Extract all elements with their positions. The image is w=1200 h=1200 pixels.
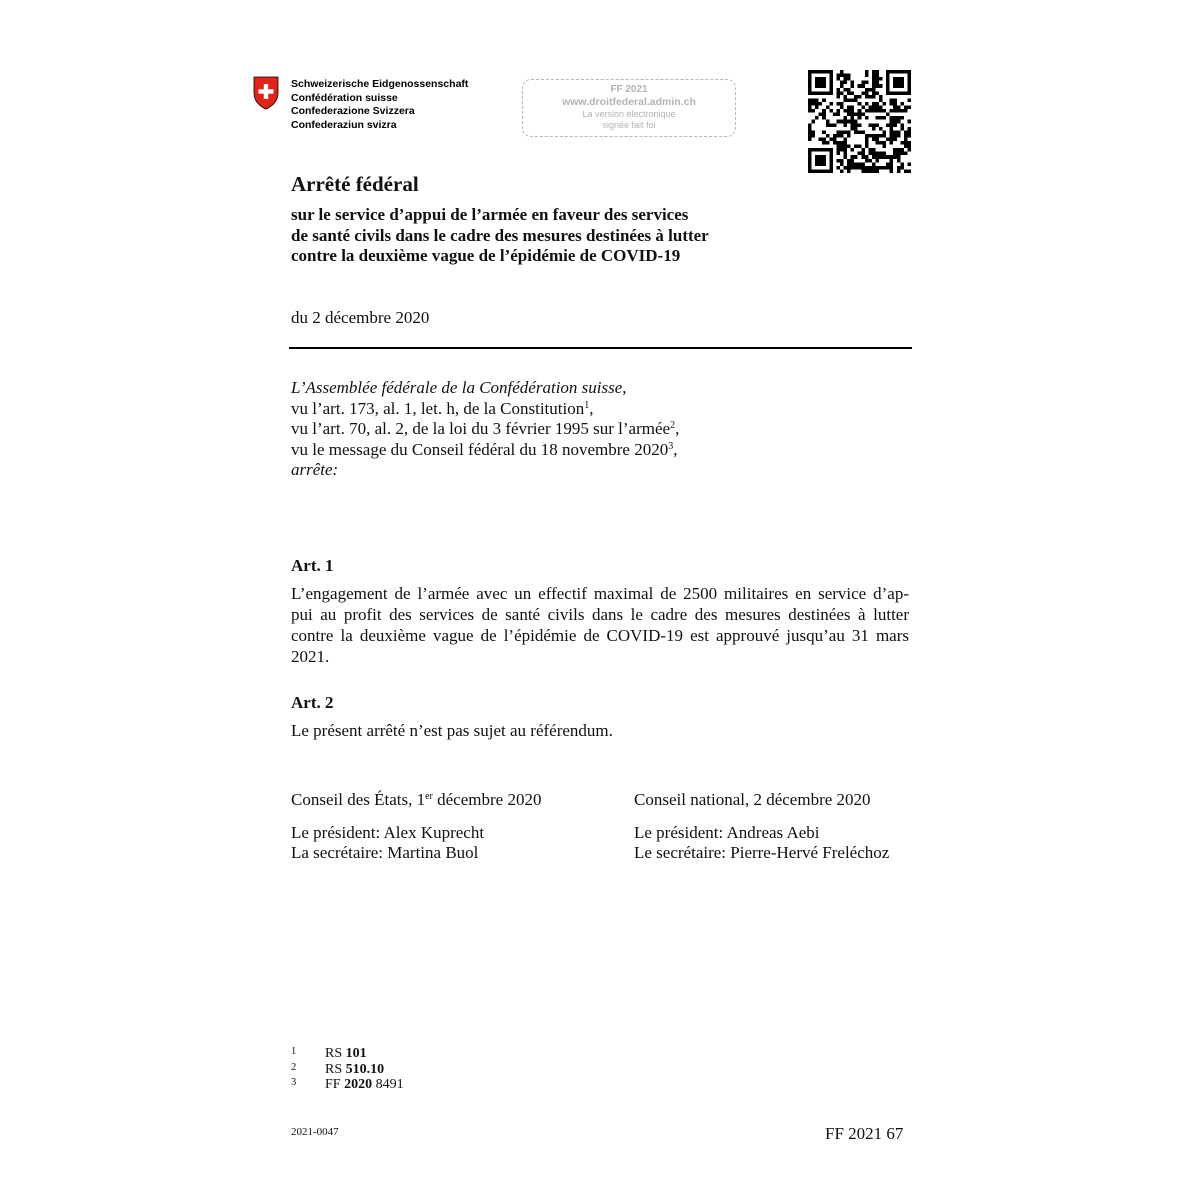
footnote-ref: 2	[670, 420, 676, 431]
stamp-line: FF 2021	[610, 84, 648, 95]
article-1-heading: Art. 1	[291, 556, 334, 575]
preamble-text: vu le message du Conseil fédéral du 18 novembre 2020	[291, 439, 669, 459]
preamble-line	[291, 419, 679, 440]
subtitle-line: de santé civils dans le cadre des mesures destinées à lutter	[291, 225, 709, 245]
preamble-text: vu l’art. 70, al. 2, de la loi du 3 février 1995 sur l’armée	[291, 419, 671, 438]
document-title: Arrêté fédéral	[291, 172, 419, 196]
agency-line: Confederaziun svizra	[291, 118, 397, 131]
page-reference: FF 2021 67	[825, 1124, 904, 1143]
agency-line: Confederazione Svizzera	[291, 105, 415, 117]
swiss-coat-of-arms-icon	[253, 76, 279, 110]
signature-block-national-council	[634, 790, 889, 864]
footnote-ref: 3	[668, 440, 674, 452]
footnote-ref: 1	[584, 399, 590, 411]
agency-name-block	[291, 78, 468, 132]
subtitle-line: contre la deuxième vague de l’épidémie de COVID-19	[291, 246, 681, 265]
qr-code-icon	[808, 70, 911, 173]
chamber-text: Conseil des États, 1	[291, 790, 426, 809]
article-1-line: L’engagement de l’armée avec un effectif maximal de 2500 militaires en service d’ap-	[291, 584, 909, 603]
stamp-line: signée fait foi	[602, 120, 656, 130]
article-1-body	[291, 583, 909, 667]
chamber-date	[291, 790, 541, 811]
chamber-date: Conseil national, 2 décembre 2020	[634, 790, 871, 809]
preamble-intro: L’Assemblée fédérale de la Confédération suisse,	[291, 378, 627, 397]
footnote	[291, 1077, 404, 1093]
stamp-line: La version électronique	[582, 109, 676, 119]
secretary-line: La secrétaire: Martina Buol	[291, 843, 479, 862]
chamber-text: décembre 2020	[432, 790, 542, 809]
president-line: Le président: Alex Kuprecht	[291, 822, 485, 842]
preamble	[291, 378, 679, 481]
document-date: du 2 décembre 2020	[291, 308, 430, 327]
document-code: 2021-0047	[291, 1126, 339, 1138]
footnote-text: FF 2020 8491	[325, 1077, 404, 1092]
document-subtitle	[291, 205, 709, 267]
preamble-line	[291, 399, 679, 420]
preamble-text: vu l’art. 173, al. 1, let. h, de la Constitution	[291, 398, 585, 418]
president-line: Le président: Andreas Aebi	[634, 822, 820, 842]
electronic-version-stamp	[522, 79, 736, 137]
article-2-heading: Art. 2	[291, 693, 334, 712]
preamble-tail: ,	[673, 439, 678, 459]
preamble-tail: ,	[675, 419, 680, 438]
ordinal-suffix: er	[425, 791, 433, 802]
footnote	[291, 1046, 404, 1062]
footnote-number: 1	[291, 1046, 297, 1057]
preamble-line	[291, 440, 679, 461]
article-1-line: 2021.	[291, 647, 330, 666]
title-divider	[289, 347, 912, 349]
footnotes	[291, 1046, 404, 1093]
article-2-body: Le présent arrêté n’est pas sujet au référendum.	[291, 721, 613, 740]
agency-line: Confédération suisse	[291, 91, 398, 104]
preamble-tail: ,	[589, 398, 594, 418]
secretary-line: Le secrétaire: Pierre-Hervé Freléchoz	[634, 843, 890, 862]
footnote-number: 3	[291, 1077, 297, 1088]
signature-block-council-of-states	[291, 790, 541, 864]
subtitle-line: sur le service d’appui de l’armée en faveur des services	[291, 205, 689, 224]
footnote	[291, 1062, 404, 1078]
article-1-line: pui au profit des services de santé civils dans le cadre des mesures destinées à lutter	[291, 605, 909, 624]
preamble-decision: arrête:	[291, 460, 339, 479]
footnote-text: RS 101	[325, 1046, 367, 1061]
article-1-line: contre la deuxième vague de l’épidémie de COVID-19 est approuvé jusqu’au 31 mars	[291, 626, 909, 645]
footnote-number: 2	[291, 1061, 297, 1073]
agency-line: Schweizerische Eidgenossenschaft	[291, 78, 469, 90]
footnote-text: RS 510.10	[325, 1061, 385, 1077]
stamp-url: www.droitfederal.admin.ch	[562, 96, 696, 108]
